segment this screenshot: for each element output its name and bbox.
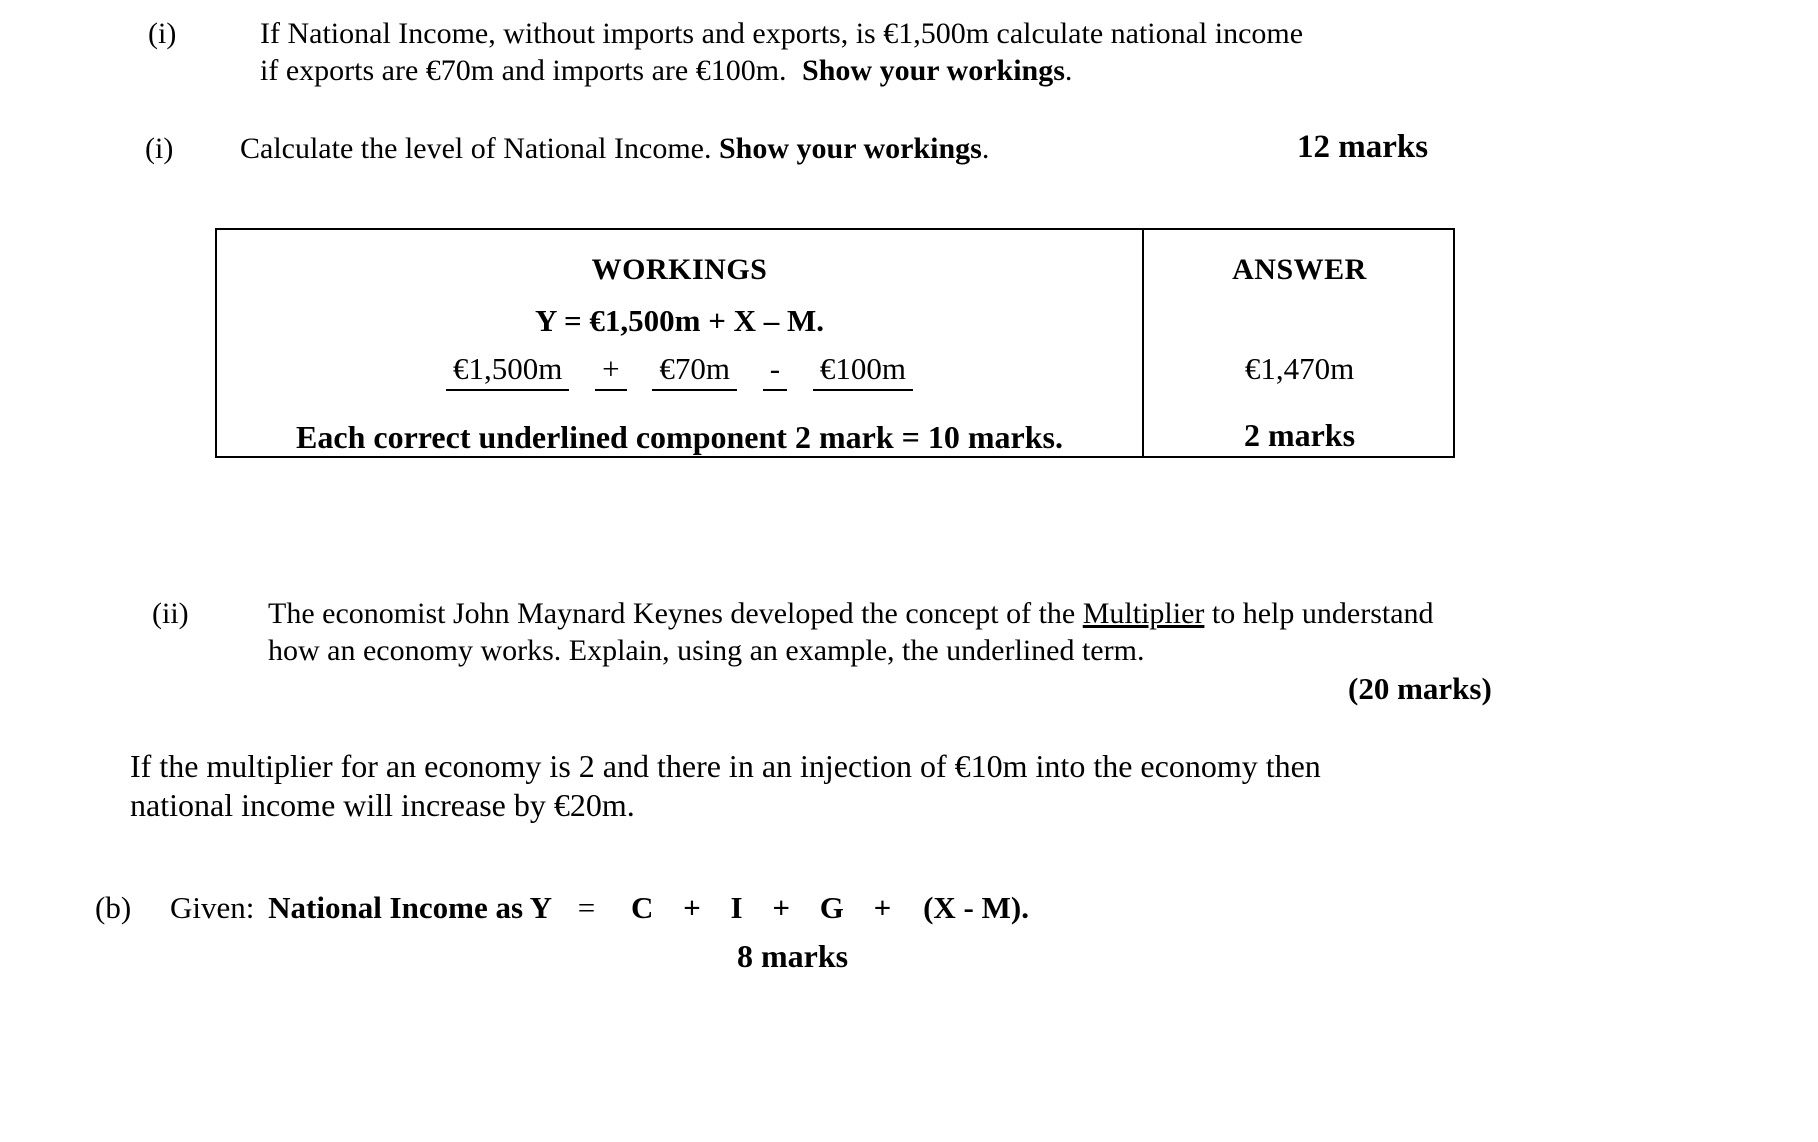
question-intro-label: (i): [148, 17, 177, 50]
marking-note: Each correct underlined component 2 mark = 10 marks.: [296, 419, 1063, 455]
explanation-line2: national income will increase by €20m.: [130, 787, 635, 823]
question-calc-text-bold: Show your workings: [718, 132, 982, 165]
answer-value: €1,470m: [1244, 351, 1355, 386]
question-multiplier-marks: (20 marks): [1348, 671, 1492, 706]
national-income-label: National Income as Y: [268, 890, 552, 925]
question-multiplier-line1-post: to help understand: [1211, 597, 1434, 630]
question-multiplier-line1: [268, 596, 1434, 632]
question-intro-line2-text: if exports are €70m and imports are €100m.: [260, 54, 787, 87]
national-income-formula: Y = €1,500m + X – M.: [534, 303, 825, 338]
term-c: C: [630, 890, 654, 925]
component-70m: €70m: [652, 351, 737, 391]
explanation-line1: If the multiplier for an economy is 2 and there in an injection of €10m into the economy then: [130, 748, 1321, 784]
question-intro-line2-period: .: [1064, 54, 1073, 87]
answer-marks: 2 marks: [1243, 417, 1356, 453]
term-plus2: +: [772, 890, 791, 925]
question-b-equation: [170, 889, 1029, 926]
equals-sign: =: [577, 890, 596, 925]
question-intro-line2-bold: Show your workings: [802, 54, 1065, 87]
question-multiplier-line2: how an economy works. Explain, using an example, the underlined term.: [268, 634, 1145, 667]
question-calc-text-normal: Calculate the level of National Income.: [240, 132, 712, 165]
question-intro-line1: If National Income, without imports and exports, is €1,500m calculate national income: [260, 17, 1304, 50]
workings-header: WORKINGS: [591, 253, 768, 286]
question-b-marks: 8 marks: [737, 938, 849, 974]
component-minus-sign: -: [763, 351, 787, 391]
multiplier-underlined-term: Multiplier: [1082, 597, 1205, 630]
question-calc-text-period: .: [981, 132, 990, 165]
question-multiplier-label: (ii): [152, 597, 189, 630]
question-intro-line2: [260, 53, 1072, 89]
term-plus3: +: [873, 890, 892, 925]
question-calc-label: (i): [145, 132, 174, 165]
term-g: G: [819, 890, 844, 925]
component-100m: €100m: [813, 351, 913, 391]
question-calc-text: [240, 131, 989, 167]
workings-table: [215, 228, 1455, 458]
question-multiplier-line1-pre: The economist John Maynard Keynes developed the concept of the: [268, 597, 1076, 630]
term-plus1: +: [683, 890, 701, 925]
component-plus-sign: +: [595, 351, 626, 391]
given-text: Given:: [170, 890, 255, 925]
workings-components-row: [217, 350, 1142, 387]
term-i: I: [730, 890, 743, 925]
answer-header: ANSWER: [1232, 253, 1367, 286]
component-1500m: €1,500m: [446, 351, 569, 391]
question-b-label: (b): [95, 890, 132, 925]
term-x-minus-m: (X - M).: [923, 890, 1029, 925]
question-calc-marks: 12 marks: [1297, 129, 1429, 165]
